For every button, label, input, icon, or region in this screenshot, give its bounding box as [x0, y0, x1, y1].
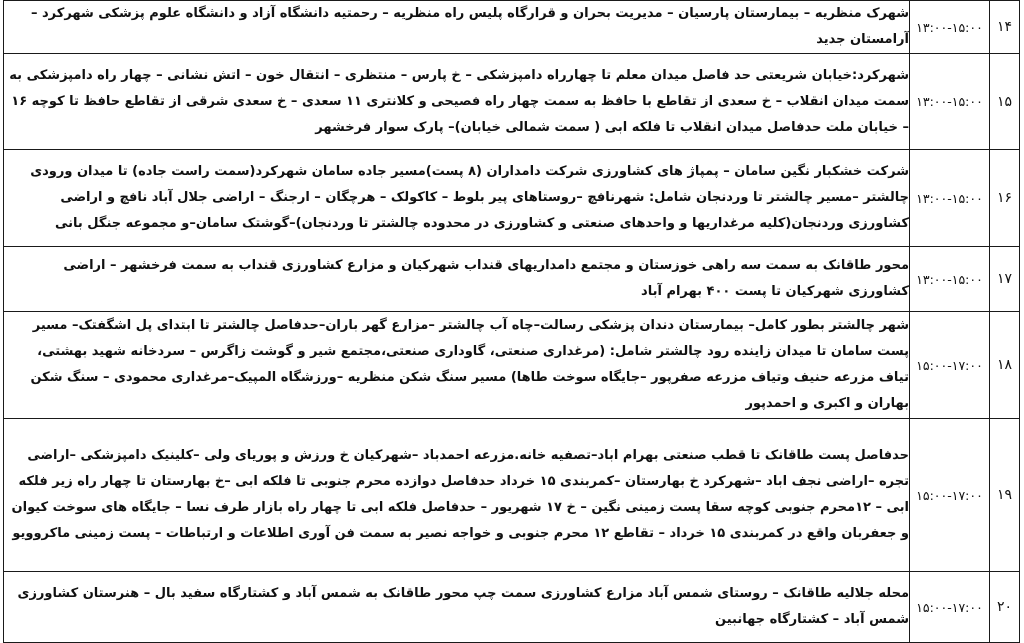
outage-schedule-table: [3, 0, 1020, 643]
row-number: ۱۸: [990, 312, 1020, 419]
row-number: ۱۴: [990, 1, 1020, 54]
row-number: ۱۷: [990, 247, 1020, 312]
outage-time-range: ۱۵:۰۰-۱۷:۰۰: [910, 572, 990, 643]
table-row: [4, 572, 1020, 643]
outage-area-description: حدفاصل پست طاقانک تا قطب صنعتی بهرام اباد–تصفیه خانه.مزرعه احمدباد –شهرکیان خ ورزش و پوریای ولی –کلینیک دامپزشکی –اراضی تجره –اراضی نجف اباد –شهرکرد خ بهارستان –کمربندی ۱۵ خرداد حدفاصل دوازده محرم جنوبی تا فلکه ابی –خ بهارستان تا چهار راه زیر فلکه ابی – ۱۲محرم جنوبی کوچه سقا پست زمینی نگین – خ ۱۷ شهریور – حدفاصل فلکه ابی تا چهار راه بازار طرف نسا – جایگاه های سوخت کیوان و جعفربان واقع در کمربندی ۱۵ خرداد – تقاطع ۱۲ محرم جنوبی و خواجه نصیر به سمت فن آوری اطلاعات و ارتباطات – پست زمینی ماکروویو: [4, 419, 910, 572]
table-row: [4, 312, 1020, 419]
outage-time-range: ۱۵:۰۰-۱۷:۰۰: [910, 419, 990, 572]
outage-area-description: شهرک منظریه – بیمارستان پارسیان – مدیریت بحران و قرارگاه پلیس راه منظریه – رحمتیه دانشگاه آزاد و دانشگاه علوم پزشکی شهرکرد –آرامستان جدید: [4, 1, 910, 54]
outage-area-description: شهر چالشتر بطور کامل– بیمارستان دندان پزشکی رسالت–چاه آب چالشتر –مزارع گهر باران–حدفاصل چالشتر تا ابتدای پل اشگفتک– مسیر پست سامان تا میدان زاینده رود چالشتر شامل: (مرغداری صنعتی، گاوداری صنعتی،مجتمع شیر و گوشت زاگرس – سردخانه شهید بهشتی، تیاف مزرعه حنیف وتیاف مزرعه صفرپور –جایگاه سوخت طاها) مسیر سنگ شکن منظریه –ورزشگاه المپیک–مرغداری محمودی – سنگ شکن بهاران و اکبری و احمدپور: [4, 312, 910, 419]
outage-area-description: شرکت خشکبار نگین سامان – پمپاژ های کشاورزی شرکت دامداران (۸ پست)مسیر جاده سامان شهرکرد(سمت راست جاده) تا میدان ورودی چالشتر –مسیر چالشتر تا وردنجان شامل: شهرنافچ –روستاهای پیر بلوط – کاکولک – هرچگان – ارجنگ – اراضی جلال آباد نافچ و اراضی کشاورزی وردنجان(کلیه مرغداریها و واحدهای صنعتی و کشاورزی در محدوده چالشتر تا وردنجان)–گوشتک سامان–و مجموعه جنگل بانی: [4, 150, 910, 247]
row-number: ۲۰: [990, 572, 1020, 643]
outage-time-range: ۱۵:۰۰-۱۷:۰۰: [910, 312, 990, 419]
outage-area-description: محله جلالیه طاقانک – روستای شمس آباد مزارع کشاورزی سمت چپ محور طاقانک به شمس آباد و کشتارگاه سفید بال – هنرستان کشاورزی شمس آباد – کشتارگاه جهانبین: [4, 572, 910, 643]
outage-time-range: ۱۳:۰۰-۱۵:۰۰: [910, 150, 990, 247]
table-row: [4, 419, 1020, 572]
outage-area-description: محور طاقانک به سمت سه راهی خوزستان و مجتمع دامداریهای قنداب شهرکیان و مزارع کشاورزی قنداب به سمت فرخشهر – اراضی کشاورزی شهرکیان تا پست ۴۰۰ بهرام آباد: [4, 247, 910, 312]
table-row: [4, 247, 1020, 312]
outage-time-range: ۱۳:۰۰-۱۵:۰۰: [910, 1, 990, 54]
row-number: ۱۹: [990, 419, 1020, 572]
table-row: [4, 1, 1020, 54]
outage-area-description: شهرکرد:خیابان شریعتی حد فاصل میدان معلم تا چهارراه دامپزشکی – خ پارس – منتظری – انتقال خون – اتش نشانی – چهار راه دامپزشکی به سمت میدان انقلاب – خ سعدی از تقاطع با حافظ به سمت چهار راه فصیحی و کلانتری ۱۱ سعدی – خ سعدی شرقی از تقاطع حافظ تا کوچه ۱۶ – خیابان ملت حدفاصل میدان انقلاب تا فلکه ابی ( سمت شمالی خیابان)– پارک سوار فرخشهر: [4, 54, 910, 150]
table-row: [4, 150, 1020, 247]
table-row: [4, 54, 1020, 150]
row-number: ۱۶: [990, 150, 1020, 247]
outage-time-range: ۱۳:۰۰-۱۵:۰۰: [910, 54, 990, 150]
row-number: ۱۵: [990, 54, 1020, 150]
outage-time-range: ۱۳:۰۰-۱۵:۰۰: [910, 247, 990, 312]
